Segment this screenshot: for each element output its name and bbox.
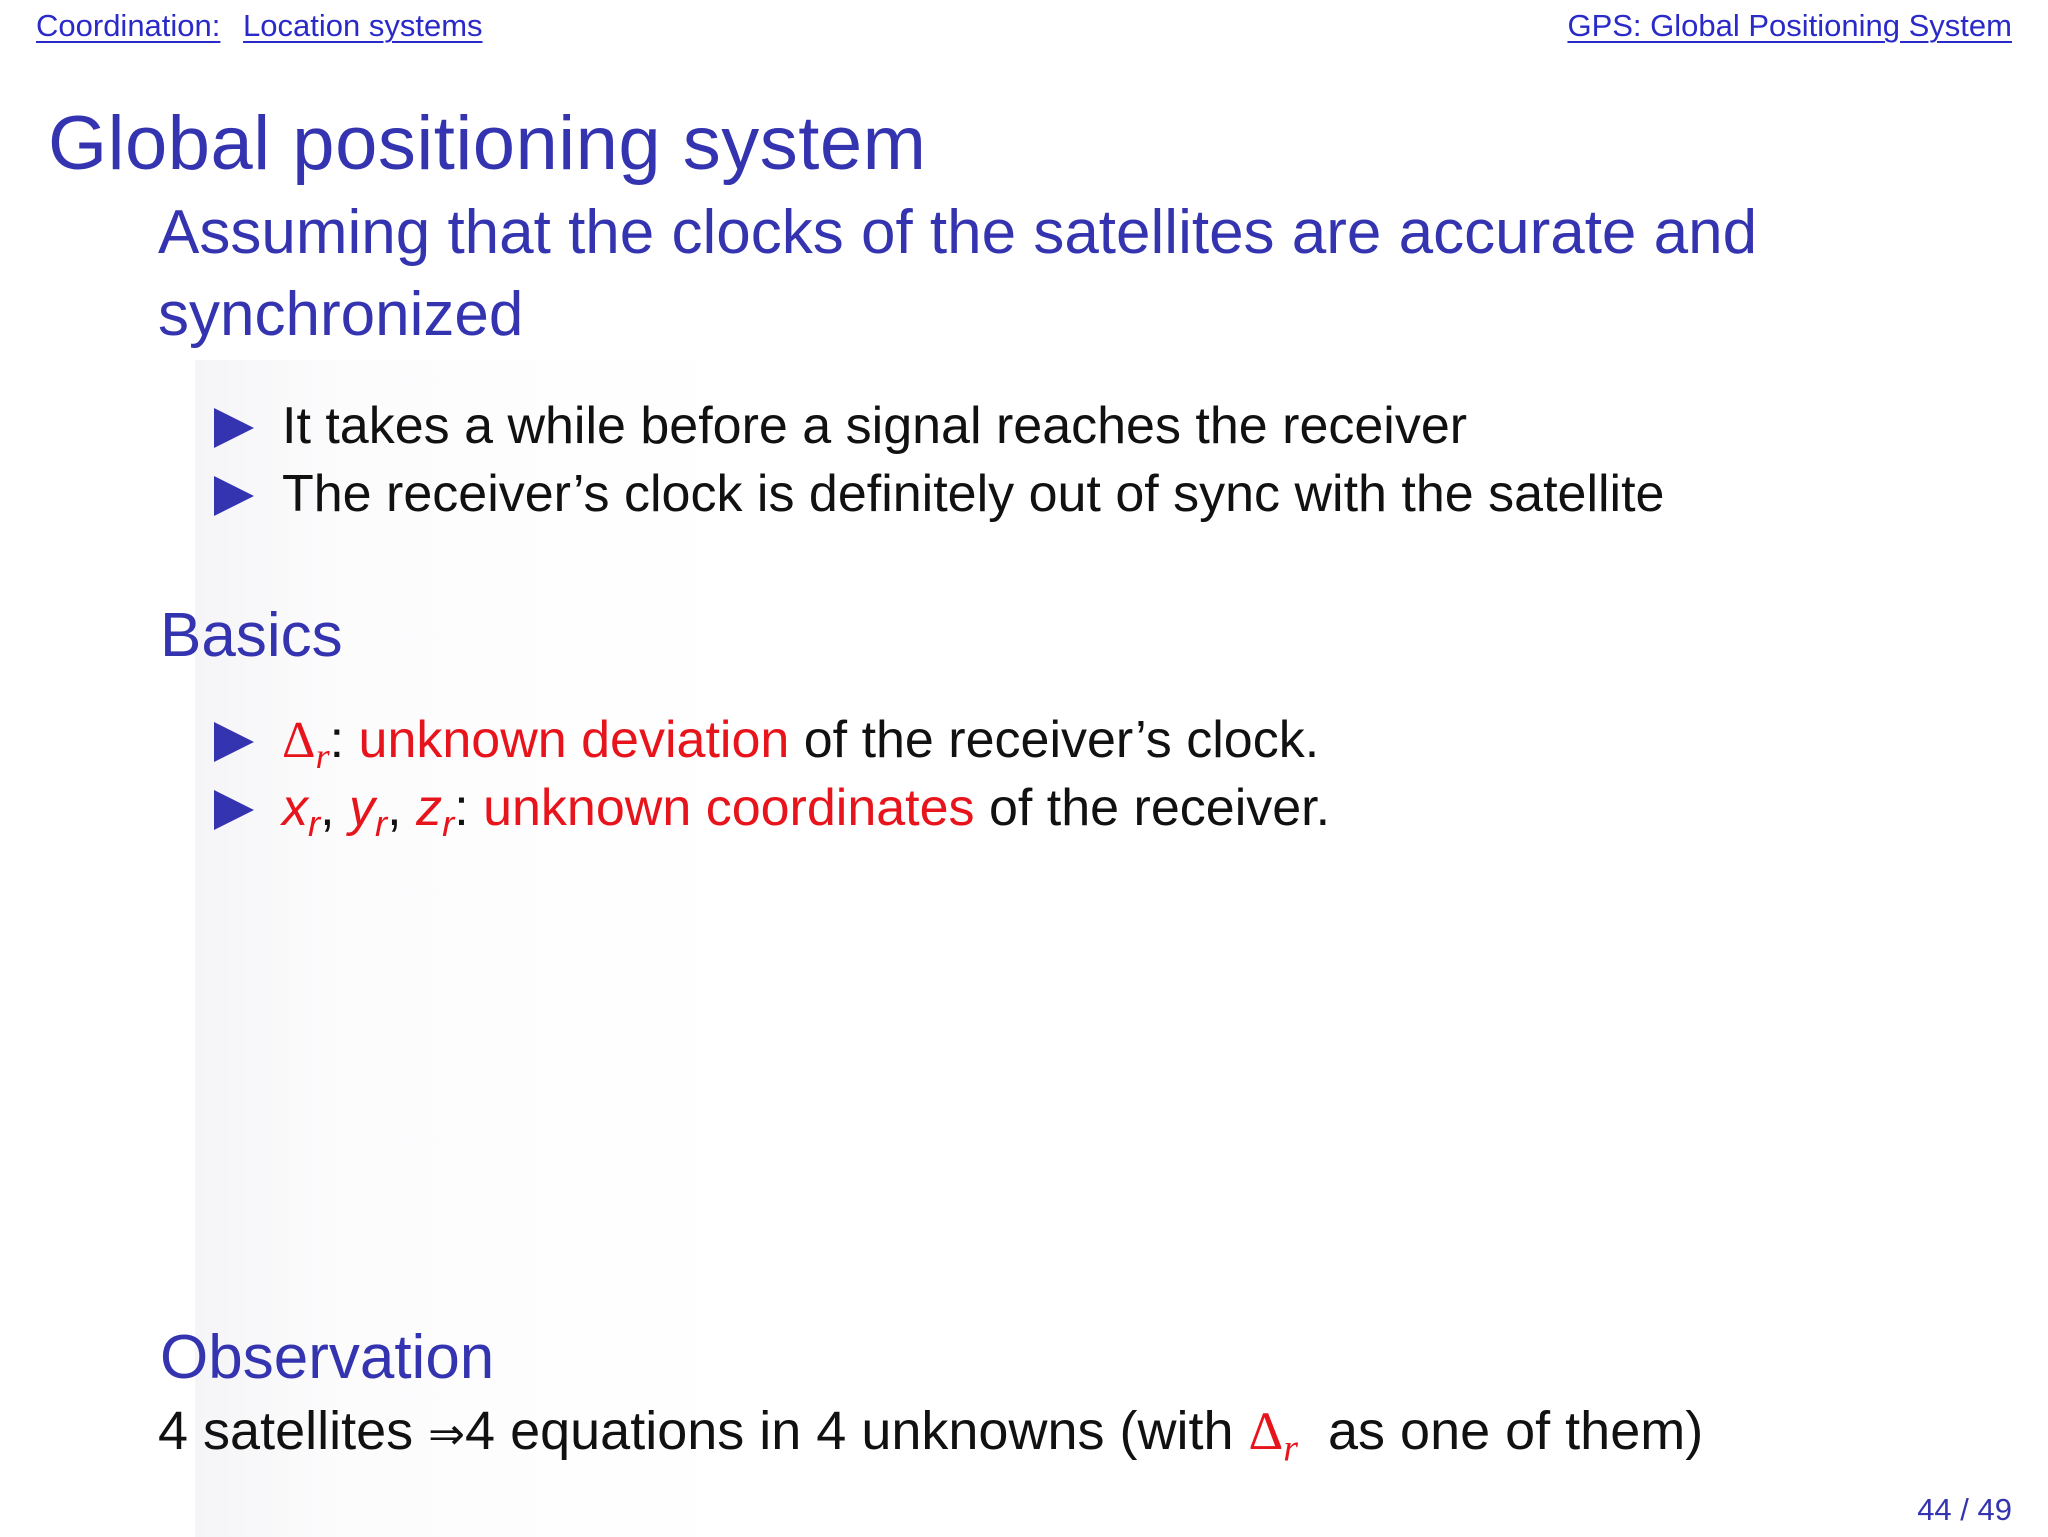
assumptions-list (214, 392, 1664, 528)
slide-title: Global positioning system (48, 101, 927, 186)
implies-arrow-icon: ⇒ (428, 1409, 466, 1460)
list-item (214, 392, 1664, 460)
section-link[interactable]: Coordination: (36, 8, 221, 43)
colon: : (329, 711, 345, 769)
colon: : (454, 779, 469, 837)
var-z: $z_r$ (416, 779, 455, 844)
triangle-bullet-icon (214, 408, 254, 448)
triangle-bullet-icon (214, 476, 254, 516)
separator: , (320, 779, 335, 837)
item-text: of the receiver. (988, 779, 1331, 837)
delta-symbol: $\Delta_r$ (1248, 1401, 1298, 1470)
triangle-bullet-icon (214, 722, 254, 762)
separator: , (387, 779, 402, 837)
list-item (214, 706, 1330, 774)
subsection-link[interactable]: Location systems (243, 8, 483, 43)
highlight-text: unknown deviation (358, 711, 790, 769)
triangle-bullet-icon (214, 790, 254, 830)
basics-heading: Basics (160, 601, 343, 670)
delta-symbol: $\Delta_r$ (282, 712, 330, 776)
item-text: of the receiver’s clock. (803, 711, 1320, 769)
observation-part2: 4 equations in 4 unknowns (with (465, 1401, 1234, 1461)
observation-part1: 4 satellites (158, 1401, 414, 1461)
assumption-text: It takes a while before a signal reaches the receiver (282, 397, 1468, 455)
observation-part3: as one of them) (1328, 1401, 1704, 1461)
slide-subtitle: Assuming that the clocks of the satellites are accurate and synchronized (158, 198, 1758, 349)
observation-heading: Observation (160, 1323, 495, 1392)
topic-link[interactable]: GPS: Global Positioning System (1567, 8, 2012, 43)
assumption-text: The receiver’s clock is definitely out of sync with the satellite (282, 465, 1665, 523)
topic-header (1567, 8, 2012, 44)
highlight-text: unknown coordinates (483, 779, 975, 837)
basics-list (214, 706, 1330, 842)
var-y: $y_r$ (349, 779, 388, 844)
page-number: 44 / 49 (1917, 1492, 2012, 1527)
list-item (214, 774, 1330, 842)
list-item (214, 460, 1664, 528)
observation-text (158, 1400, 1704, 1470)
breadcrumb (36, 8, 497, 44)
var-x: $x_r$ (282, 779, 321, 844)
